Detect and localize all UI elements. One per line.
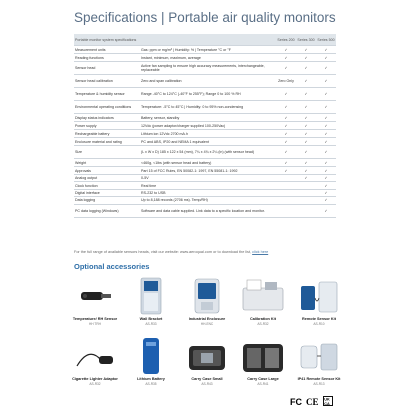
series-cell	[276, 204, 296, 217]
check-icon: ✓	[316, 182, 336, 189]
accessory-name: Wall Bracket	[139, 317, 163, 321]
check-icon: ✓	[296, 54, 316, 62]
check-icon: ✓	[276, 130, 296, 138]
row-description: RS-232 to USB	[140, 189, 276, 196]
table-row	[74, 197, 336, 204]
accessory-code: AS-R10	[313, 321, 325, 326]
row-description: Temperature: -5°C to 45°C | Humidity: 0 to 95% non-condensing	[140, 101, 276, 114]
series-cell	[276, 189, 296, 196]
table-row	[74, 138, 336, 146]
row-label: Clock function	[74, 182, 140, 189]
carry-case-small-image	[183, 336, 231, 376]
svg-text:CE: CE	[306, 396, 319, 406]
ce-logo	[306, 397, 319, 408]
check-icon: ✓	[276, 88, 296, 101]
row-description: Up to 8,188 records (2706 ms). Temp/RH)	[140, 197, 276, 204]
series-cell	[296, 182, 316, 189]
check-icon: ✓	[316, 175, 336, 182]
row-label: Power supply	[74, 122, 140, 130]
check-icon: ✓	[316, 54, 336, 62]
check-icon: ✓	[316, 114, 336, 122]
click-here-link[interactable]: click here	[252, 250, 269, 254]
accessory-name: Cigarette Lighter Adaptor	[72, 377, 118, 381]
accessory-ip41-remote-sensor-kit	[292, 336, 346, 386]
series-cell	[296, 204, 316, 217]
accessory-lithium-battery	[124, 336, 178, 386]
accessory-cigarette-lighter-adaptor	[68, 336, 122, 386]
row-description: Zero and span calibration	[140, 75, 276, 88]
check-icon: ✓	[276, 146, 296, 159]
row-label: Enclosure material and rating	[74, 138, 140, 146]
accessory-code: AS-R43	[201, 381, 213, 386]
check-icon: ✓	[316, 62, 336, 75]
accessory-code: AS-R33	[145, 321, 157, 326]
accessory-code: HH-ENC	[200, 321, 214, 326]
accessory-industrial-enclosure	[180, 276, 234, 326]
series-cell	[276, 197, 296, 204]
table-row	[74, 182, 336, 189]
wall-bracket-image	[127, 276, 175, 316]
check-icon: ✓	[296, 46, 316, 54]
row-label: Digital interface	[74, 189, 140, 196]
accessory-code: AS-R13	[313, 381, 325, 386]
table-row	[74, 122, 336, 130]
row-label: Data logging	[74, 197, 140, 204]
accessory-carry-case-large	[236, 336, 290, 386]
table-row	[74, 75, 336, 88]
svg-text:FC: FC	[290, 396, 302, 406]
check-icon: ✓	[316, 146, 336, 159]
accessory-code: HH TRH	[89, 321, 101, 326]
table-row	[74, 88, 336, 101]
table-header-label: Portable monitor system specifications	[74, 34, 276, 46]
check-icon: ✓	[296, 130, 316, 138]
row-description: Range -40°C to 124°C (-40°F to 255°F); Range 0 to 100 % RH	[140, 88, 276, 101]
check-icon: ✓	[276, 101, 296, 114]
table-row	[74, 114, 336, 122]
accessory-carry-case-small	[180, 336, 234, 386]
check-icon: ✓	[316, 159, 336, 167]
accessory-name: Temperature/ RH Sensor	[72, 317, 118, 321]
check-icon: ✓	[276, 138, 296, 146]
row-description: <460g, <1lbs (with sensor head and battery)	[140, 159, 276, 167]
series-cell	[276, 182, 296, 189]
row-label: Display status indicators	[74, 114, 140, 122]
cigarette-lighter-adaptor-image	[71, 336, 119, 376]
ip41-remote-sensor-kit-image	[295, 336, 343, 376]
row-label: Reading functions	[74, 54, 140, 62]
table-header-row	[74, 34, 336, 46]
row-label: Size	[74, 146, 140, 159]
row-description: Part 15 of FCC Rules, EN 50082-1: 1997, EN 55081-1: 1992	[140, 167, 276, 175]
calibration-kit-image	[239, 276, 287, 316]
accessory-name: Carry Case Large	[247, 377, 279, 381]
check-icon: ✓	[296, 75, 316, 88]
check-icon: ✓	[296, 138, 316, 146]
series-header: Series 300	[296, 34, 316, 46]
check-icon: ✓	[296, 101, 316, 114]
accessory-calibration-kit	[236, 276, 290, 326]
check-icon: ✓	[296, 146, 316, 159]
table-row	[74, 159, 336, 167]
row-description: Gas: ppm or mg/m³ | Humidity: % | Temperature °C or °F	[140, 46, 276, 54]
row-description: PC and ABS, IP20 and NEMA 1 equivalent	[140, 138, 276, 146]
check-icon: ✓	[276, 122, 296, 130]
row-description: Real time	[140, 182, 276, 189]
remote-sensor-kit-image	[295, 276, 343, 316]
check-icon: ✓	[316, 138, 336, 146]
accessory-name: IP41 Remote Sensor Kit	[297, 377, 341, 381]
table-row	[74, 130, 336, 138]
table-row	[74, 46, 336, 54]
series-cell	[296, 197, 316, 204]
table-row	[74, 54, 336, 62]
row-label: Weight	[74, 159, 140, 167]
accessory-name: Carry Case Small	[191, 377, 223, 381]
accessory-wall-bracket	[124, 276, 178, 326]
check-icon: ✓	[296, 122, 316, 130]
accessory-code: AS-R41	[257, 381, 269, 386]
accessory-name: Lithium Battery	[137, 377, 165, 381]
svg-text:UK: UK	[324, 397, 330, 402]
row-description: 12Vdc (power adaptor/charger supplied 100-250Vac)	[140, 122, 276, 130]
industrial-enclosure-image	[183, 276, 231, 316]
accessory-code: AS-R32	[89, 381, 101, 386]
series-header: Series 200	[276, 34, 296, 46]
series-header: Series 500	[316, 34, 336, 46]
accessory-temperature-rh-sensor	[68, 276, 122, 326]
accessory-name: Calibration Kit	[250, 317, 276, 321]
table-row	[74, 167, 336, 175]
spec-table	[74, 34, 336, 218]
check-icon: ✓	[316, 122, 336, 130]
series-cell: Zero Only	[276, 75, 296, 88]
check-icon: ✓	[276, 46, 296, 54]
check-icon: ✓	[316, 204, 336, 217]
check-icon: ✓	[296, 114, 316, 122]
check-icon: ✓	[316, 75, 336, 88]
series-cell	[296, 189, 316, 196]
row-description: Lithium ion 12Vdc 2700 mA.h	[140, 130, 276, 138]
temperature-rh-sensor-image	[71, 276, 119, 316]
table-row	[74, 175, 336, 182]
check-icon: ✓	[316, 189, 336, 196]
row-label: PC data logging (Windows)	[74, 204, 140, 217]
row-label: Analog output	[74, 175, 140, 182]
website-note	[74, 250, 336, 254]
check-icon: ✓	[316, 46, 336, 54]
check-icon: ✓	[276, 54, 296, 62]
check-icon: ✓	[276, 159, 296, 167]
row-description: Software and data cable supplied. Link data to a specific location and monitor.	[140, 204, 276, 217]
accessory-name: Industrial Enclosure	[188, 317, 226, 321]
check-icon: ✓	[296, 159, 316, 167]
ukca-logo	[323, 396, 333, 408]
accessory-name: Remote Sensor Kit	[302, 317, 336, 321]
row-label: Temperature & humidity sensor	[74, 88, 140, 101]
check-icon: ✓	[316, 130, 336, 138]
row-label: Measurement units	[74, 46, 140, 54]
row-description: (L x W x D) 185 x 122 x 54 (mm), 7¼ x 4¾ x 2¼ (in) (with sensor head)	[140, 146, 276, 159]
series-cell	[276, 175, 296, 182]
check-icon: ✓	[316, 88, 336, 101]
check-icon: ✓	[276, 167, 296, 175]
check-icon: ✓	[296, 88, 316, 101]
page-title: Specifications | Portable air quality monitors	[74, 10, 336, 25]
table-row	[74, 146, 336, 159]
check-icon: ✓	[276, 114, 296, 122]
table-row	[74, 62, 336, 75]
check-icon: ✓	[296, 167, 316, 175]
row-description: Instant, minimum, maximum, average	[140, 54, 276, 62]
row-label: Sensor head calibration	[74, 75, 140, 88]
row-label: Rechargeable battery	[74, 130, 140, 138]
table-row	[74, 101, 336, 114]
check-icon: ✓	[296, 175, 316, 182]
row-label: Approvals	[74, 167, 140, 175]
certifications	[290, 396, 333, 408]
accessories-title: Optional accessories	[74, 262, 150, 271]
accessory-code: AS-R35	[145, 381, 157, 386]
check-icon: ✓	[296, 62, 316, 75]
lithium-battery-image	[127, 336, 175, 376]
fcc-logo	[290, 397, 302, 408]
check-icon: ✓	[316, 197, 336, 204]
carry-case-large-image	[239, 336, 287, 376]
row-label: Sensor head	[74, 62, 140, 75]
table-row	[74, 189, 336, 196]
row-description: Battery, sensor, standby	[140, 114, 276, 122]
svg-text:CA: CA	[324, 401, 330, 406]
row-label: Environmental operating conditions	[74, 101, 140, 114]
note-text: For the full range of available sensors heads, visit our website: www.aeroqual.com or to download the list,	[74, 250, 252, 254]
check-icon: ✓	[316, 101, 336, 114]
accessory-code: AS-R32	[257, 321, 269, 326]
row-description: 0-5V	[140, 175, 276, 182]
accessory-remote-sensor-kit	[292, 276, 346, 326]
table-row	[74, 204, 336, 217]
check-icon: ✓	[276, 62, 296, 75]
check-icon: ✓	[316, 167, 336, 175]
row-description: Active fan sampling to ensure high accuracy measurements, interchangeable, replaceable	[140, 62, 276, 75]
